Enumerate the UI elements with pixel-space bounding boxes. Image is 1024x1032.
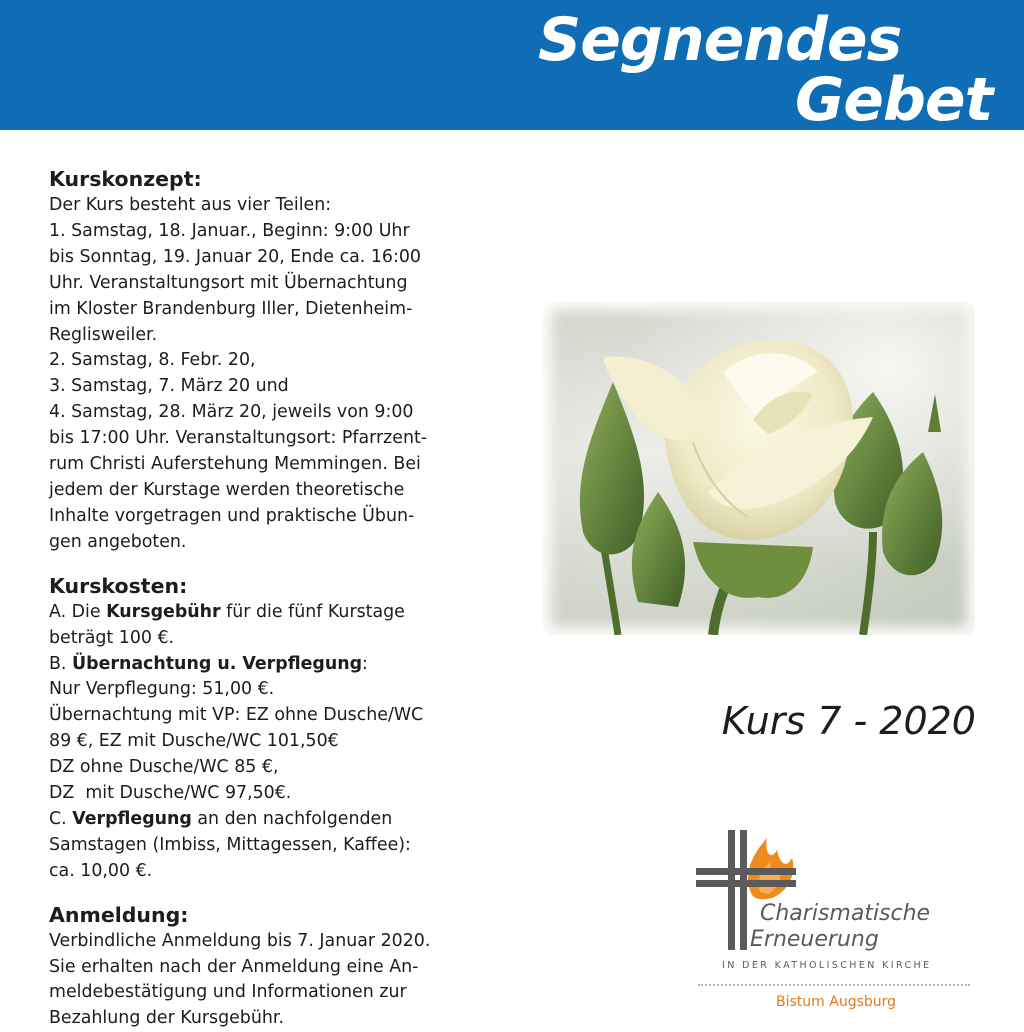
kurskonzept-text [49,193,454,556]
cost-item-c [49,807,454,833]
text-line: bis 17:00 Uhr. Veranstaltungsort: Pfarrzent- [49,428,428,449]
section-anmeldung [49,901,454,1032]
logo-name-line-1: Charismatische [760,901,931,926]
text-line: DZ ohne Dusche/WC 85 €, [49,757,279,778]
text-line: bis Sonntag, 19. Januar 20, Ende ca. 16:00 [49,246,421,267]
text-line: Bezahlung der Kursgebühr. [49,1008,284,1029]
logo-subtitle: IN DER KATHOLISCHEN KIRCHE [722,960,932,971]
text-line: meldebestätigung und Informationen zur [49,982,407,1003]
text-line: 89 €, EZ mit Dusche/WC 101,50€ [49,731,339,752]
title-line-2: Gebet [795,65,993,135]
cost-b-bold: Übernachtung u. Verpflegung [72,653,363,674]
text-line: 4. Samstag, 28. März 20, jeweils von 9:00 [49,402,414,423]
title-line-1: Segnendes [538,5,902,75]
section-kurskosten [49,572,454,885]
rose-photo [543,302,975,635]
cost-b-rest: : [362,653,368,674]
logo-divider [698,984,970,986]
anmeldung-heading: Anmeldung: [49,902,189,927]
text-line: 3. Samstag, 7. März 20 und [49,376,289,397]
charismatische-erneuerung-logo [692,820,972,1020]
text-line: ca. 10,00 €. [49,860,153,881]
text-line: DZ mit Dusche/WC 97,50€. [49,783,292,804]
kurskosten-heading: Kurskosten: [49,573,188,598]
text-line: im Kloster Brandenburg Iller, Dietenheim- [49,298,413,319]
text-line: Übernachtung mit VP: EZ ohne Dusche/WC [49,705,424,726]
cost-a-bold: Kursgebühr [106,601,221,622]
logo-name-line-2: Erneuerung [750,927,879,952]
course-label: Kurs 7 - 2020 [721,699,976,743]
kurskonzept-heading: Kurskonzept: [49,167,202,191]
header-banner [0,0,1024,135]
logo-diocese: Bistum Augsburg [776,994,897,1010]
text-line: Inhalte vorgetragen und praktische Übun- [49,505,415,526]
text-line: Verbindliche Anmeldung bis 7. Januar 2020. [49,930,431,951]
text-line: Nur Verpflegung: 51,00 €. [49,679,275,700]
cost-item-a [49,600,454,626]
cost-c-bold: Verpflegung [72,808,192,829]
text-line: 1. Samstag, 18. Januar., Beginn: 9:00 Uhr [49,220,410,241]
cost-a-rest: für die fünf Kurstage [220,601,405,622]
text-line: Sie erhalten nach der Anmeldung eine An- [49,956,419,977]
cost-item-b [49,652,454,678]
course-info-column [49,165,454,1032]
cost-c-prefix: C. [49,808,73,829]
text-line: Der Kurs besteht aus vier Teilen: [49,195,332,215]
section-kurskonzept [49,165,454,556]
text-line: rum Christi Auferstehung Memmingen. Bei [49,454,421,475]
text-line: Uhr. Veranstaltungsort mit Übernachtung [49,272,408,293]
text-line: 2. Samstag, 8. Febr. 20, [49,350,256,371]
text-line: gen angeboten. [49,531,187,552]
cost-b-prefix: B. [49,653,72,674]
cost-a-prefix: A. Die [49,601,107,622]
cost-c-rest: an den nachfolgenden [191,808,393,829]
text-line: beträgt 100 €. [49,627,175,648]
rose-illustration [543,302,975,635]
text-line: jedem der Kurstage werden theoretische [49,479,405,500]
text-line: Samstagen (Imbiss, Mittagessen, Kaffee): [49,834,411,855]
text-line: Reglisweiler. [49,324,158,345]
